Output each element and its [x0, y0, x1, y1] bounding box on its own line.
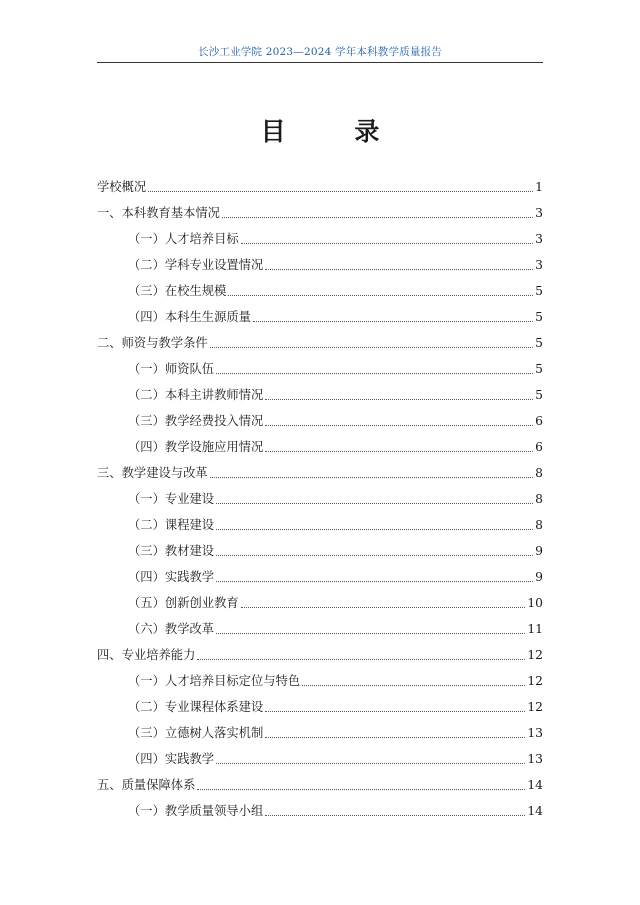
- toc-entry-label: （四）教学设施应用情况: [128, 440, 264, 454]
- toc-entry-label: （四）实践教学: [128, 570, 215, 584]
- toc-dot-leader: [241, 243, 533, 244]
- table-of-contents: [97, 171, 543, 821]
- toc-page-number: 1: [535, 180, 543, 194]
- toc-entry-label: （四）实践教学: [128, 752, 215, 766]
- toc-dot-leader: [228, 295, 533, 296]
- toc-dot-leader: [265, 425, 533, 426]
- toc-subsection-entry[interactable]: [97, 405, 543, 431]
- toc-page-number: 5: [535, 336, 543, 350]
- toc-section-entry[interactable]: [97, 457, 543, 483]
- toc-subsection-entry[interactable]: [97, 249, 543, 275]
- toc-page-number: 12: [527, 674, 543, 688]
- toc-subsection-entry[interactable]: [97, 379, 543, 405]
- toc-page-number: 6: [535, 414, 543, 428]
- toc-dot-leader: [253, 321, 533, 322]
- toc-section-entry[interactable]: [97, 769, 543, 795]
- toc-dot-leader: [302, 685, 525, 686]
- toc-subsection-entry[interactable]: [97, 509, 543, 535]
- toc-dot-leader: [148, 191, 533, 192]
- toc-dot-leader: [216, 633, 525, 634]
- toc-page-number: 10: [527, 596, 543, 610]
- toc-dot-leader: [216, 555, 533, 556]
- toc-entry-label: （二）专业课程体系建设: [128, 700, 264, 714]
- toc-page-number: 8: [535, 492, 543, 506]
- toc-entry-label: （三）教材建设: [128, 544, 215, 558]
- toc-subsection-entry[interactable]: [97, 301, 543, 327]
- toc-entry-label: （三）在校生规模: [128, 284, 227, 298]
- toc-entry-label: （六）教学改革: [128, 622, 215, 636]
- toc-page-number: 6: [535, 440, 543, 454]
- toc-page-number: 9: [535, 544, 543, 558]
- toc-entry-label: （一）师资队伍: [128, 362, 215, 376]
- toc-dot-leader: [265, 399, 533, 400]
- toc-subsection-entry[interactable]: [97, 743, 543, 769]
- toc-page-number: 8: [535, 518, 543, 532]
- page-title: 目 录: [260, 117, 410, 146]
- toc-subsection-entry[interactable]: [97, 561, 543, 587]
- toc-dot-leader: [222, 217, 533, 218]
- toc-page-number: 3: [535, 232, 543, 246]
- toc-entry-label: 二、师资与教学条件: [97, 336, 208, 350]
- toc-entry-label: 学校概况: [97, 180, 147, 194]
- toc-page-number: 3: [535, 206, 543, 220]
- toc-dot-leader: [216, 763, 525, 764]
- toc-dot-leader: [265, 711, 525, 712]
- toc-section-entry[interactable]: [97, 639, 543, 665]
- toc-page-number: 5: [535, 310, 543, 324]
- toc-page-number: 3: [535, 258, 543, 272]
- toc-page-number: 9: [535, 570, 543, 584]
- toc-subsection-entry[interactable]: [97, 353, 543, 379]
- toc-subsection-entry[interactable]: [97, 223, 543, 249]
- toc-entry-label: （四）本科生生源质量: [128, 310, 251, 324]
- toc-dot-leader: [197, 789, 525, 790]
- toc-dot-leader: [265, 737, 525, 738]
- toc-dot-leader: [265, 815, 525, 816]
- header-divider: [97, 62, 543, 63]
- toc-section-entry[interactable]: [97, 197, 543, 223]
- toc-dot-leader: [265, 451, 533, 452]
- toc-subsection-entry[interactable]: [97, 483, 543, 509]
- toc-section-entry[interactable]: [97, 171, 543, 197]
- toc-page-number: 12: [527, 700, 543, 714]
- toc-subsection-entry[interactable]: [97, 665, 543, 691]
- toc-entry-label: （二）学科专业设置情况: [128, 258, 264, 272]
- toc-entry-label: （一）人才培养目标定位与特色: [128, 674, 301, 688]
- toc-subsection-entry[interactable]: [97, 275, 543, 301]
- toc-page-number: 14: [527, 778, 543, 792]
- toc-entry-label: （二）本科主讲教师情况: [128, 388, 264, 402]
- toc-entry-label: （一）教学质量领导小组: [128, 804, 264, 818]
- toc-dot-leader: [216, 373, 533, 374]
- toc-page-number: 13: [527, 752, 543, 766]
- toc-entry-label: （二）课程建设: [128, 518, 215, 532]
- toc-dot-leader: [216, 503, 533, 504]
- toc-subsection-entry[interactable]: [97, 535, 543, 561]
- toc-page-number: 12: [527, 648, 543, 662]
- toc-dot-leader: [241, 607, 526, 608]
- toc-dot-leader: [216, 529, 533, 530]
- toc-page-number: 8: [535, 466, 543, 480]
- toc-entry-label: 五、质量保障体系: [97, 778, 196, 792]
- running-header: 长沙工业学院 2023—2024 学年本科教学质量报告: [197, 46, 443, 58]
- toc-entry-label: （五）创新创业教育: [128, 596, 239, 610]
- toc-subsection-entry[interactable]: [97, 717, 543, 743]
- toc-entry-label: （一）专业建设: [128, 492, 215, 506]
- toc-subsection-entry[interactable]: [97, 431, 543, 457]
- toc-dot-leader: [265, 269, 533, 270]
- toc-page-number: 13: [527, 726, 543, 740]
- toc-page-number: 5: [535, 284, 543, 298]
- toc-page-number: 11: [527, 622, 543, 636]
- toc-page-number: 5: [535, 388, 543, 402]
- toc-entry-label: （一）人才培养目标: [128, 232, 239, 246]
- toc-subsection-entry[interactable]: [97, 587, 543, 613]
- toc-entry-label: 四、专业培养能力: [97, 648, 196, 662]
- toc-dot-leader: [216, 581, 533, 582]
- toc-entry-label: （三）立德树人落实机制: [128, 726, 264, 740]
- toc-dot-leader: [197, 659, 525, 660]
- toc-dot-leader: [210, 477, 533, 478]
- toc-entry-label: （三）教学经费投入情况: [128, 414, 264, 428]
- toc-subsection-entry[interactable]: [97, 691, 543, 717]
- toc-page-number: 14: [527, 804, 543, 818]
- toc-entry-label: 三、教学建设与改革: [97, 466, 208, 480]
- toc-page-number: 5: [535, 362, 543, 376]
- toc-subsection-entry[interactable]: [97, 613, 543, 639]
- toc-entry-label: 一、本科教育基本情况: [97, 206, 220, 220]
- toc-dot-leader: [210, 347, 533, 348]
- toc-section-entry[interactable]: [97, 327, 543, 353]
- toc-subsection-entry[interactable]: [97, 795, 543, 821]
